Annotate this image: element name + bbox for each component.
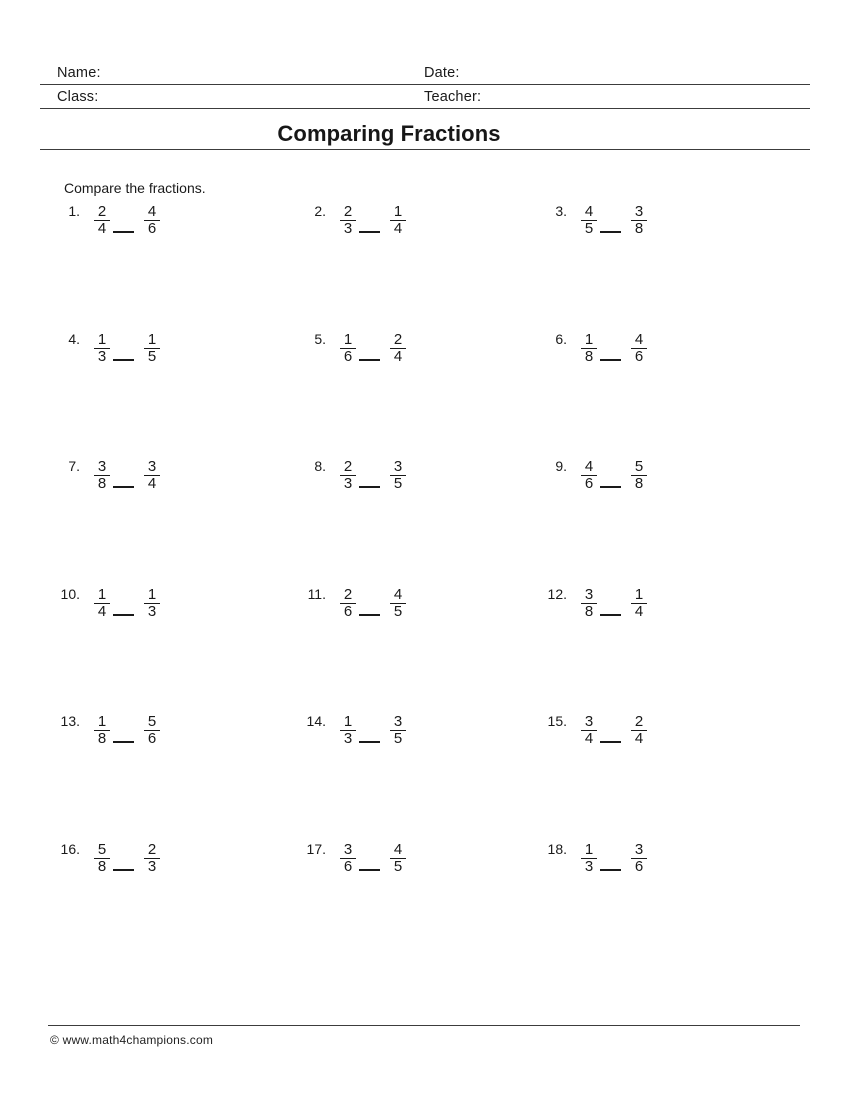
answer-blank[interactable]: [359, 869, 380, 871]
numerator: 5: [97, 840, 107, 858]
fraction-left: [88, 460, 116, 491]
denominator: 5: [393, 602, 403, 620]
numerator: 3: [147, 458, 157, 476]
denominator: 8: [97, 857, 107, 875]
fraction-right: [625, 205, 653, 236]
numerator: 2: [97, 203, 107, 220]
problem-item: [40, 585, 286, 716]
denominator: 3: [343, 475, 353, 493]
numerator: 1: [97, 330, 107, 348]
fraction-right: [384, 330, 412, 365]
problem-number: 17.: [306, 840, 326, 857]
fraction-left: [575, 840, 603, 875]
fraction-right: [138, 460, 166, 491]
answer-blank[interactable]: [113, 359, 134, 361]
numerator: 2: [147, 840, 157, 858]
class-teacher-underline: [40, 108, 810, 109]
answer-blank[interactable]: [359, 231, 380, 233]
numerator: 1: [97, 585, 107, 603]
denominator: 6: [343, 602, 353, 620]
problem-number: 11.: [307, 585, 326, 602]
answer-blank[interactable]: [600, 869, 621, 871]
problem-number: 4.: [68, 330, 80, 347]
problem-number: 6.: [555, 330, 567, 347]
problem-number: 18.: [547, 840, 567, 857]
problem-item: [286, 840, 527, 971]
problem-item: [527, 460, 780, 588]
fraction-right: [138, 585, 166, 620]
denominator: 3: [147, 602, 157, 620]
problem-number: 8.: [314, 458, 326, 475]
fraction-right: [384, 460, 412, 491]
problem-item: [527, 715, 780, 843]
numerator: 1: [147, 330, 157, 348]
denominator: 4: [393, 347, 403, 365]
denominator: 4: [584, 730, 594, 748]
problem-number: 2.: [314, 203, 326, 219]
problem-item: [527, 585, 780, 716]
numerator: 4: [584, 458, 594, 476]
denominator: 4: [634, 602, 644, 620]
denominator: 5: [584, 220, 594, 237]
fraction-left: [88, 715, 116, 746]
numerator: 2: [343, 585, 353, 603]
problem-number: 3.: [555, 203, 567, 219]
numerator: 4: [584, 203, 594, 220]
problem-number: 5.: [314, 330, 326, 347]
numerator: 1: [634, 585, 644, 603]
numerator: 3: [393, 713, 403, 731]
problem-item: [527, 840, 780, 971]
fraction-right: [625, 460, 653, 491]
title-underline: [40, 149, 810, 150]
class-label: Class:: [57, 89, 99, 105]
denominator: 3: [584, 857, 594, 875]
numerator: 3: [97, 458, 107, 476]
fraction-left: [88, 205, 116, 236]
fraction-right: [384, 840, 412, 875]
denominator: 6: [343, 857, 353, 875]
denominator: 6: [343, 347, 353, 365]
fraction-left: [88, 840, 116, 875]
problem-number: 16.: [60, 840, 80, 857]
problem-item: [527, 330, 780, 461]
denominator: 3: [343, 730, 353, 748]
problem-number: 10.: [60, 585, 80, 602]
numerator: 1: [97, 713, 107, 731]
answer-blank[interactable]: [113, 614, 134, 616]
denominator: 8: [97, 730, 107, 748]
answer-blank[interactable]: [113, 869, 134, 871]
denominator: 8: [634, 220, 644, 237]
problem-item: [286, 205, 527, 333]
problems-grid: [40, 205, 780, 971]
denominator: 5: [393, 857, 403, 875]
denominator: 4: [634, 730, 644, 748]
page-title: Comparing Fractions: [277, 121, 501, 146]
fraction-right: [138, 840, 166, 875]
fraction-left: [334, 585, 362, 620]
fraction-right: [625, 330, 653, 365]
title-block: [0, 121, 778, 147]
fraction-right: [138, 715, 166, 746]
fraction-right: [625, 840, 653, 875]
answer-blank[interactable]: [600, 359, 621, 361]
denominator: 4: [97, 220, 107, 237]
answer-blank[interactable]: [359, 486, 380, 488]
numerator: 4: [147, 203, 157, 220]
problem-item: [286, 585, 527, 716]
fraction-left: [575, 715, 603, 746]
denominator: 3: [97, 347, 107, 365]
answer-blank[interactable]: [600, 486, 621, 488]
problem-item: [40, 840, 286, 971]
numerator: 1: [393, 203, 403, 220]
fraction-right: [625, 715, 653, 746]
numerator: 5: [147, 713, 157, 731]
denominator: 8: [634, 475, 644, 493]
fraction-left: [575, 330, 603, 365]
fraction-left: [575, 585, 603, 620]
numerator: 2: [393, 330, 403, 348]
denominator: 6: [584, 475, 594, 493]
numerator: 3: [584, 713, 594, 731]
denominator: 8: [584, 347, 594, 365]
answer-blank[interactable]: [600, 614, 621, 616]
answer-blank[interactable]: [600, 231, 621, 233]
problem-number: 15.: [547, 713, 567, 730]
numerator: 3: [393, 458, 403, 476]
numerator: 4: [634, 330, 644, 348]
denominator: 5: [147, 347, 157, 365]
numerator: 3: [343, 840, 353, 858]
answer-blank[interactable]: [359, 359, 380, 361]
numerator: 3: [584, 585, 594, 603]
problem-item: [40, 715, 286, 843]
problem-item: [286, 330, 527, 461]
problem-item: [527, 205, 780, 333]
numerator: 1: [343, 330, 353, 348]
numerator: 4: [393, 585, 403, 603]
numerator: 1: [147, 585, 157, 603]
problem-item: [40, 460, 286, 588]
answer-blank[interactable]: [359, 614, 380, 616]
denominator: 6: [634, 857, 644, 875]
problem-number: 1.: [68, 203, 80, 219]
answer-blank[interactable]: [113, 231, 134, 233]
denominator: 5: [393, 730, 403, 748]
fraction-left: [575, 460, 603, 491]
problem-number: 13.: [60, 713, 80, 730]
fraction-right: [138, 205, 166, 236]
numerator: 1: [584, 840, 594, 858]
numerator: 3: [634, 203, 644, 220]
denominator: 6: [147, 730, 157, 748]
fraction-left: [334, 205, 362, 236]
fraction-right: [384, 205, 412, 236]
answer-blank[interactable]: [600, 741, 621, 743]
denominator: 4: [97, 602, 107, 620]
numerator: 1: [584, 330, 594, 348]
answer-blank[interactable]: [113, 741, 134, 743]
numerator: 3: [634, 840, 644, 858]
problem-number: 9.: [555, 458, 567, 475]
fraction-left: [334, 715, 362, 746]
name-date-underline: [40, 84, 810, 85]
denominator: 6: [147, 220, 157, 237]
fraction-right: [138, 330, 166, 365]
fraction-left: [575, 205, 603, 236]
numerator: 2: [343, 203, 353, 220]
fraction-right: [625, 585, 653, 620]
answer-blank[interactable]: [359, 741, 380, 743]
copyright-text: © www.math4champions.com: [50, 1033, 214, 1047]
problem-number: 7.: [68, 458, 80, 475]
fraction-left: [334, 460, 362, 491]
answer-blank[interactable]: [113, 486, 134, 488]
denominator: 3: [343, 220, 353, 237]
denominator: 4: [147, 475, 157, 493]
problem-number: 12.: [547, 585, 567, 602]
fraction-left: [334, 330, 362, 365]
fraction-right: [384, 585, 412, 620]
denominator: 8: [584, 602, 594, 620]
numerator: 4: [393, 840, 403, 858]
denominator: 8: [97, 475, 107, 493]
numerator: 2: [343, 458, 353, 476]
teacher-label: Teacher:: [424, 89, 482, 105]
problem-item: [286, 715, 527, 843]
footer-divider: [48, 1025, 800, 1026]
date-label: Date:: [424, 65, 460, 81]
fraction-left: [88, 585, 116, 620]
fraction-left: [334, 840, 362, 875]
denominator: 6: [634, 347, 644, 365]
problem-item: [40, 330, 286, 461]
problem-item: [286, 460, 527, 588]
numerator: 1: [343, 713, 353, 731]
problem-number: 14.: [306, 713, 326, 730]
numerator: 5: [634, 458, 644, 476]
denominator: 3: [147, 857, 157, 875]
numerator: 2: [634, 713, 644, 731]
name-label: Name:: [57, 65, 101, 81]
fraction-right: [384, 715, 412, 746]
problem-item: [40, 205, 286, 333]
denominator: 4: [393, 220, 403, 237]
fraction-left: [88, 330, 116, 365]
denominator: 5: [393, 475, 403, 493]
instruction-text: Compare the fractions.: [64, 180, 206, 196]
